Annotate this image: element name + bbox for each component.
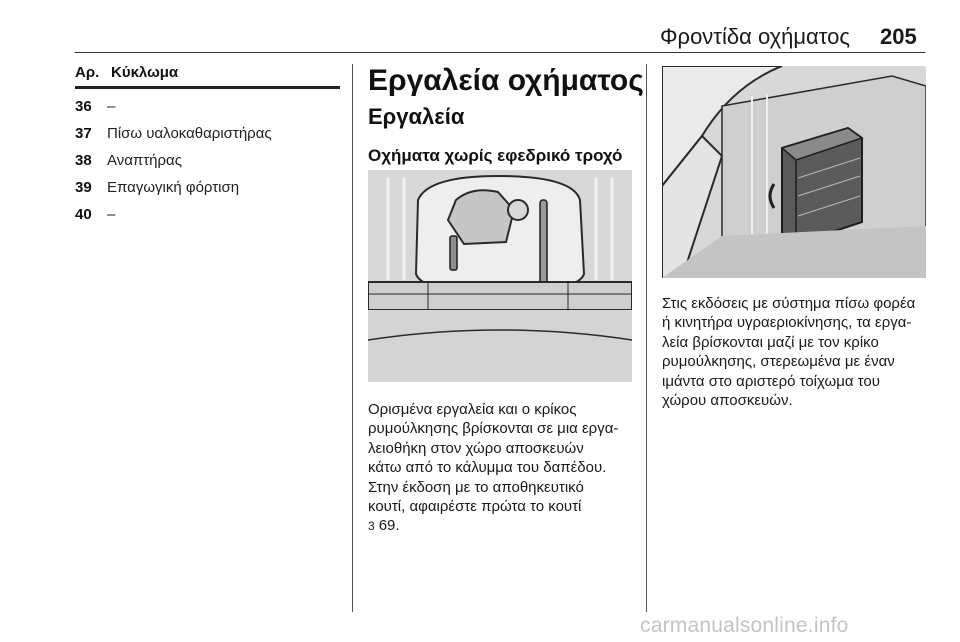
paragraph-line: Ορισμένα εργαλεία και ο κρίκος bbox=[368, 401, 577, 418]
page-header-title: Φροντίδα οχήματος bbox=[660, 24, 850, 49]
paragraph-line: Στις εκδόσεις με σύστημα πίσω φορέα bbox=[662, 295, 916, 312]
paragraph-line: ρυμούλκησης, στερεωμένα με έναν bbox=[662, 353, 895, 371]
fuse-circuit: – bbox=[107, 97, 116, 115]
tools-with-carrier-paragraph bbox=[662, 294, 938, 410]
table-row bbox=[75, 123, 340, 143]
fuse-number: 36 bbox=[75, 97, 92, 115]
header-rule bbox=[75, 52, 925, 53]
fuse-number: 39 bbox=[75, 178, 92, 196]
paragraph-line: κουτί, αφαιρέστε πρώτα το κουτί bbox=[368, 498, 582, 516]
page-number: 205 bbox=[880, 24, 917, 49]
fuse-circuit: Επαγωγική φόρτιση bbox=[107, 178, 240, 196]
column-header-number: Αρ. bbox=[75, 64, 100, 81]
trunk-tool-bag-figure bbox=[662, 66, 926, 278]
fuse-number: 38 bbox=[75, 151, 92, 169]
paragraph-line: λεία βρίσκονται μαζί με τον κρίκο bbox=[662, 333, 879, 351]
table-row bbox=[75, 204, 340, 224]
paragraph-line: ιμάντα στο αριστερό τοίχωμα του bbox=[662, 372, 880, 390]
fuse-number: 37 bbox=[75, 124, 92, 142]
reference-arrow-icon: 3 bbox=[368, 519, 375, 534]
column-divider-right bbox=[646, 64, 647, 612]
paragraph-line: ρυμούλκησης βρίσκονται σε μια εργα- bbox=[368, 420, 619, 438]
table-row bbox=[75, 96, 340, 116]
table-row bbox=[75, 177, 340, 197]
paragraph-line: ή κινητήρα υγραεριοκίνησης, τα εργα- bbox=[662, 314, 912, 332]
tool-kit-figure bbox=[368, 170, 632, 382]
fuse-circuit: Πίσω υαλοκαθαριστήρας bbox=[107, 124, 272, 142]
watermark: carmanualsonline.info bbox=[640, 614, 849, 637]
paragraph-line: κάτω από το κάλυμμα του δαπέδου. bbox=[368, 459, 607, 477]
fuse-circuit: Αναπτήρας bbox=[107, 151, 182, 169]
tools-paragraph bbox=[368, 400, 640, 537]
paragraph-line: λειοθήκη στον χώρο αποσκευών bbox=[368, 439, 584, 457]
paragraph-line: χώρου αποσκευών. bbox=[662, 392, 793, 410]
subsection-title: Εργαλεία bbox=[368, 104, 465, 129]
fuse-table bbox=[75, 64, 340, 224]
fuse-circuit: – bbox=[107, 205, 116, 223]
minor-title: Οχήματα χωρίς εφεδρικό τροχό bbox=[368, 146, 623, 165]
fuse-number: 40 bbox=[75, 205, 92, 223]
paragraph-line: Στην έκδοση με το αποθηκευτικό bbox=[368, 478, 584, 496]
column-header-circuit: Κύκλωμα bbox=[111, 64, 179, 81]
column-divider-left bbox=[352, 64, 353, 612]
page-reference[interactable] bbox=[368, 516, 640, 536]
trunk-tool-bag-illustration bbox=[662, 66, 926, 278]
tool-kit-illustration bbox=[368, 170, 632, 382]
table-row bbox=[75, 150, 340, 170]
fuse-table-header bbox=[75, 64, 340, 89]
section-title: Εργαλεία οχήματος bbox=[368, 64, 644, 97]
reference-page-number[interactable]: 69. bbox=[378, 517, 400, 535]
